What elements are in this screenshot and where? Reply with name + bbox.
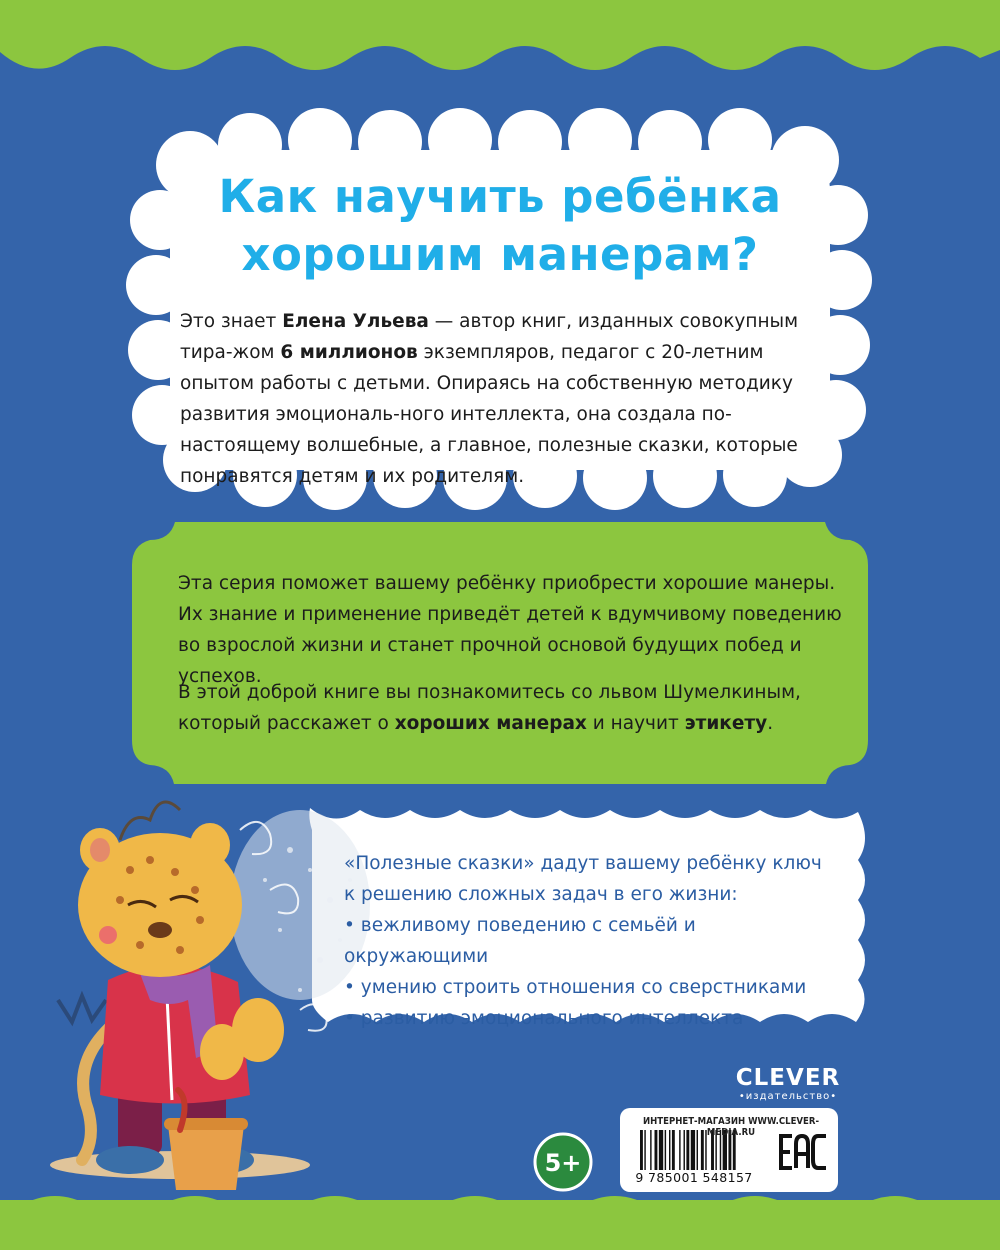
publisher-logo <box>728 1065 848 1103</box>
author-name: Елена Ульева <box>282 311 429 332</box>
benefits-block <box>344 848 844 1034</box>
publisher-name: CLEVER <box>735 1065 841 1091</box>
publisher-subtitle: •издательство• <box>738 1091 838 1102</box>
series-paragraph-2: В этой доброй книге вы познакомитесь со львом Шумелкиным, который расскажет о хороших манерах и научит этикету. <box>178 682 801 734</box>
benefit-item: • развитию эмоционального интеллекта <box>344 1003 844 1034</box>
series-paragraph-1: Эта серия поможет вашему ребёнку приобрести хорошие манеры. Их знание и применение приведёт детей к вдумчивому поведению во взрослой жизни и станет прочной основой будущих побед и успехов. <box>178 573 842 687</box>
headline: Как научить ребёнка хорошим манерам? <box>218 170 782 281</box>
benefits-lead-1: «Полезные сказки» дадут вашему ребёнку ключ <box>344 853 822 874</box>
age-rating: 5+ <box>544 1149 582 1177</box>
intro-paragraph: Это знает Елена Ульева — автор книг, изданных совокупным тира-жом 6 миллионов экземпляров, педагог с 20-летним опытом работы с детьми. Опираясь на собственную методику развития эмоциональ-ного интеллекта, она создала по-настоящему волшебные, а главное, полезные сказки, которые понравятся детям и их родителям. <box>180 311 799 487</box>
benefit-item: • умению строить отношения со сверстниками <box>344 972 844 1003</box>
eac-certification-mark <box>778 1132 830 1172</box>
isbn-digits: 9 785001 548157 <box>635 1170 753 1185</box>
topic-etiquette: этикету <box>684 713 768 734</box>
shop-url: ИНТЕРНЕТ-МАГАЗИН WWW.CLEVER-MEDIA.RU <box>642 1116 820 1138</box>
topic-manners: хороших манерах <box>394 713 587 734</box>
benefit-item: • вежливому поведению с семьёй и окружающими <box>344 910 844 972</box>
benefits-list <box>344 910 844 1034</box>
circulation: 6 миллионов <box>280 342 418 363</box>
benefits-lead-2: к решению сложных задач в его жизни: <box>344 884 738 905</box>
